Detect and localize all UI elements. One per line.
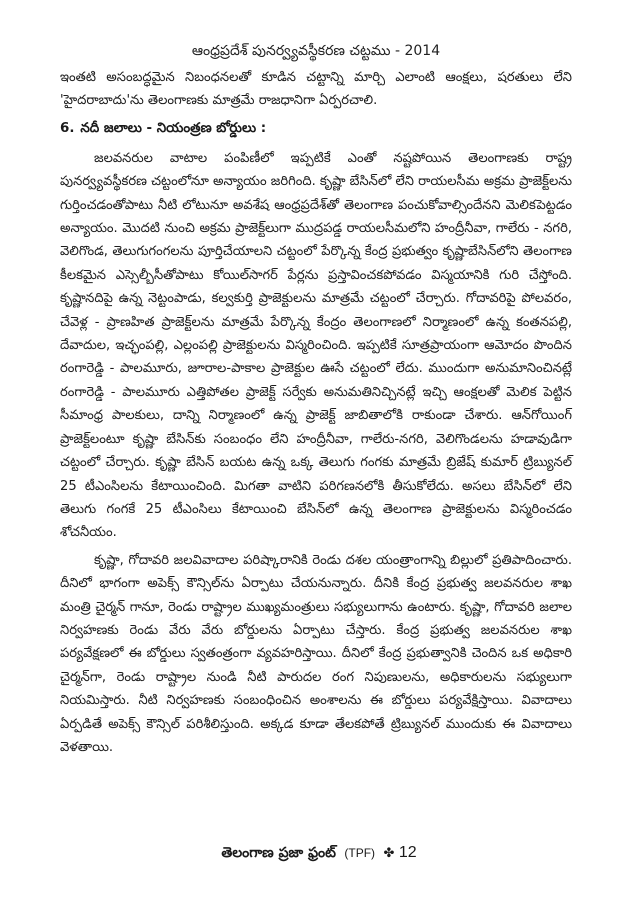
intro-paragraph: ఇంతటి అసంబద్ధమైన నిబంధనలతో కూడిన చట్టాన్ని మార్చి ఎలాంటి ఆంక్షలు, షరతులు లేని 'హైదరాబాదు'ను తెలంగాణకు మాత్రమే రాజధానిగా ఏర్పరచాలి. [60,70,572,109]
section-heading [60,117,572,141]
section-number: 6. [60,120,75,136]
flower-ornament-icon: ✤ [383,846,395,861]
section-title: నదీ జలాలు - నియంత్రణ బోర్డులు : [80,120,267,136]
page-footer [0,842,638,865]
footer-org-name: తెలంగాణ ప్రజా ఫ్రంట్ [221,845,336,861]
body-text [60,66,572,759]
footer-org-abbr: (TPF) [344,846,376,860]
paragraph-water-sharing: జలవనరుల వాటాల పంపిణీలో ఇప్పటికే ఎంతో నష్టపోయిన తెలంగాణకు రాష్ట్ర పునర్వ్యవస్థీకరణ చట్టంలోనూ అన్యాయం జరిగింది. కృష్ణా బేసిన్‌లో లేని రాయలసీమ అక్రమ ప్రాజెక్ట్‌లను గుర్తించడంతోపాటు నీటి లోటునూ అవశేష ఆంధ్రప్రదేశ్‌తో తెలంగాణ పంచుకోవాల్సిందేనని మెలికపెట్టడం అన్యాయం. మొదటి నుంచి అక్రమ ప్రాజెక్ట్‌లుగా ముద్రపడ్డ రాయలసీమలోని హంద్రీనీవా, గాలేరు - నగరి, వెలిగొండ, తెలుగుగంగలను పూర్తిచేయాలని చట్టంలో పేర్కొన్న కేంద్ర ప్రభుత్వం కృష్ణాబేసిన్‌లోని తెలంగాణ కీలకమైన ఎస్సెల్బీసీతోపాటు కోయిల్‌సాగర్ పేర్లను ప్రస్తావించకపోవడం విస్మయానికి గురి చేస్తోంది. కృష్ణానదిపై ఉన్న నెట్టంపాడు, కల్వకుర్తి ప్రాజెక్టులను మాత్రమే చట్టంలో చేర్చారు. గోదావరిపై పోలవరం, చేవెళ్ల - ప్రాణహిత ప్రాజెక్ట్‌లను మాత్రమే పేర్కొన్న కేంద్రం తెలంగాణలో నిర్మాణంలో ఉన్న కంతనపల్లి, దేవాదుల, ఇచ్ఛంపల్లి, ఎల్లంపల్లి ప్రాజెక్టులను విస్మరించింది. ఇప్పటికే సూత్రప్రాయంగా ఆమోదం పొందిన రంగారెడ్డి - పాలమూరు, జూరాల-పాకాల ప్రాజెక్టుల ఊసే చట్టంలో లేదు. ముందుగా అనుమానించినట్లే రంగారెడ్డి - పాలమూరు ఎత్తిపోతల ప్రాజెక్ట్ సర్వేకు అనుమతినిచ్చినట్లే ఇచ్చి ఆంక్షలతో మెలిక పెట్టిన సీమాంధ్ర పాలకులు, దాన్ని నిర్మాణంలో ఉన్న ప్రాజెక్ట్ జాబితాలోకి రాకుండా చేశారు. ఆన్‌గోయింగ్ ప్రాజెక్ట్‌లంటూ కృష్ణా బేసిన్‌కు సంబంధం లేని హంద్రీనీవా, గాలేరు-నగరి, వెలిగొండలను హడావుడిగా చట్టంలో చేర్చారు. కృష్ణా బేసిన్ బయట ఉన్న ఒక్క తెలుగు గంగకు మాత్రమే బ్రిజేష్ కుమార్ ట్రిబ్యునల్ 25 టీఎంసిలను కేటాయించింది. మిగతా వాటిని పరిగణనలోకి తీసుకోలేదు. అసలు బేసిన్‌లో లేని తెలుగు గంగకే 25 టీఎంసిలు కేటాయించి బేసిన్‌లో ఉన్న తెలంగాణ ప్రాజెక్టులను విస్మరించడం శోచనీయం. [60,150,572,541]
page-header: ఆంధ్రప్రదేశ్ పునర్వ్యవస్థీకరణ చట్టము - 2014 [191,43,441,59]
page-number: 12 [398,844,417,861]
paragraph-boards: కృష్ణా, గోదావరి జలవివాదాల పరిష్కారానికి రెండు దశల యంత్రాంగాన్ని బిల్లులో ప్రతిపాదించారు. దీనిలో భాగంగా అపెక్స్ కౌన్సిల్‌ను ఏర్పాటు చేయనున్నారు. దీనికి కేంద్ర ప్రభుత్వ జలవనరుల శాఖ మంత్రి చైర్మన్ గానూ, రెండు రాష్ట్రాల ముఖ్యమంత్రులు సభ్యులుగాను ఉంటారు. కృష్ణా, గోదావరి జలాల నిర్వహణకు రెండు వేరు వేరు బోర్డులను ఏర్పాటు చేస్తారు. కేంద్ర ప్రభుత్వ జలవనరుల శాఖ పర్యవేక్షణలో ఈ బోర్డులు స్వతంత్రంగా వ్యవహరిస్తాయి. దీనిలో కేంద్ర ప్రభుత్వానికి చెందిన ఒక అధికారి చైర్మన్‌గా, రెండు రాష్ట్రాల నుండి నీటి పారుదల రంగ నిపుణులను, అధికారులను సభ్యులుగా నియమిస్తారు. నీటి నిర్వహణకు సంబంధించిన అంశాలను ఈ బోర్డులు పర్యవేక్షిస్తాయి. వివాదాలు ఏర్పడితే అపెక్స్ కౌన్సిల్ పరిశీలిస్తుంది. అక్కడ కూడా తేలకపోతే ట్రిబ్యునల్ ముందుకు ఈ వివాదాలు వెళతాయి. [60,552,572,755]
